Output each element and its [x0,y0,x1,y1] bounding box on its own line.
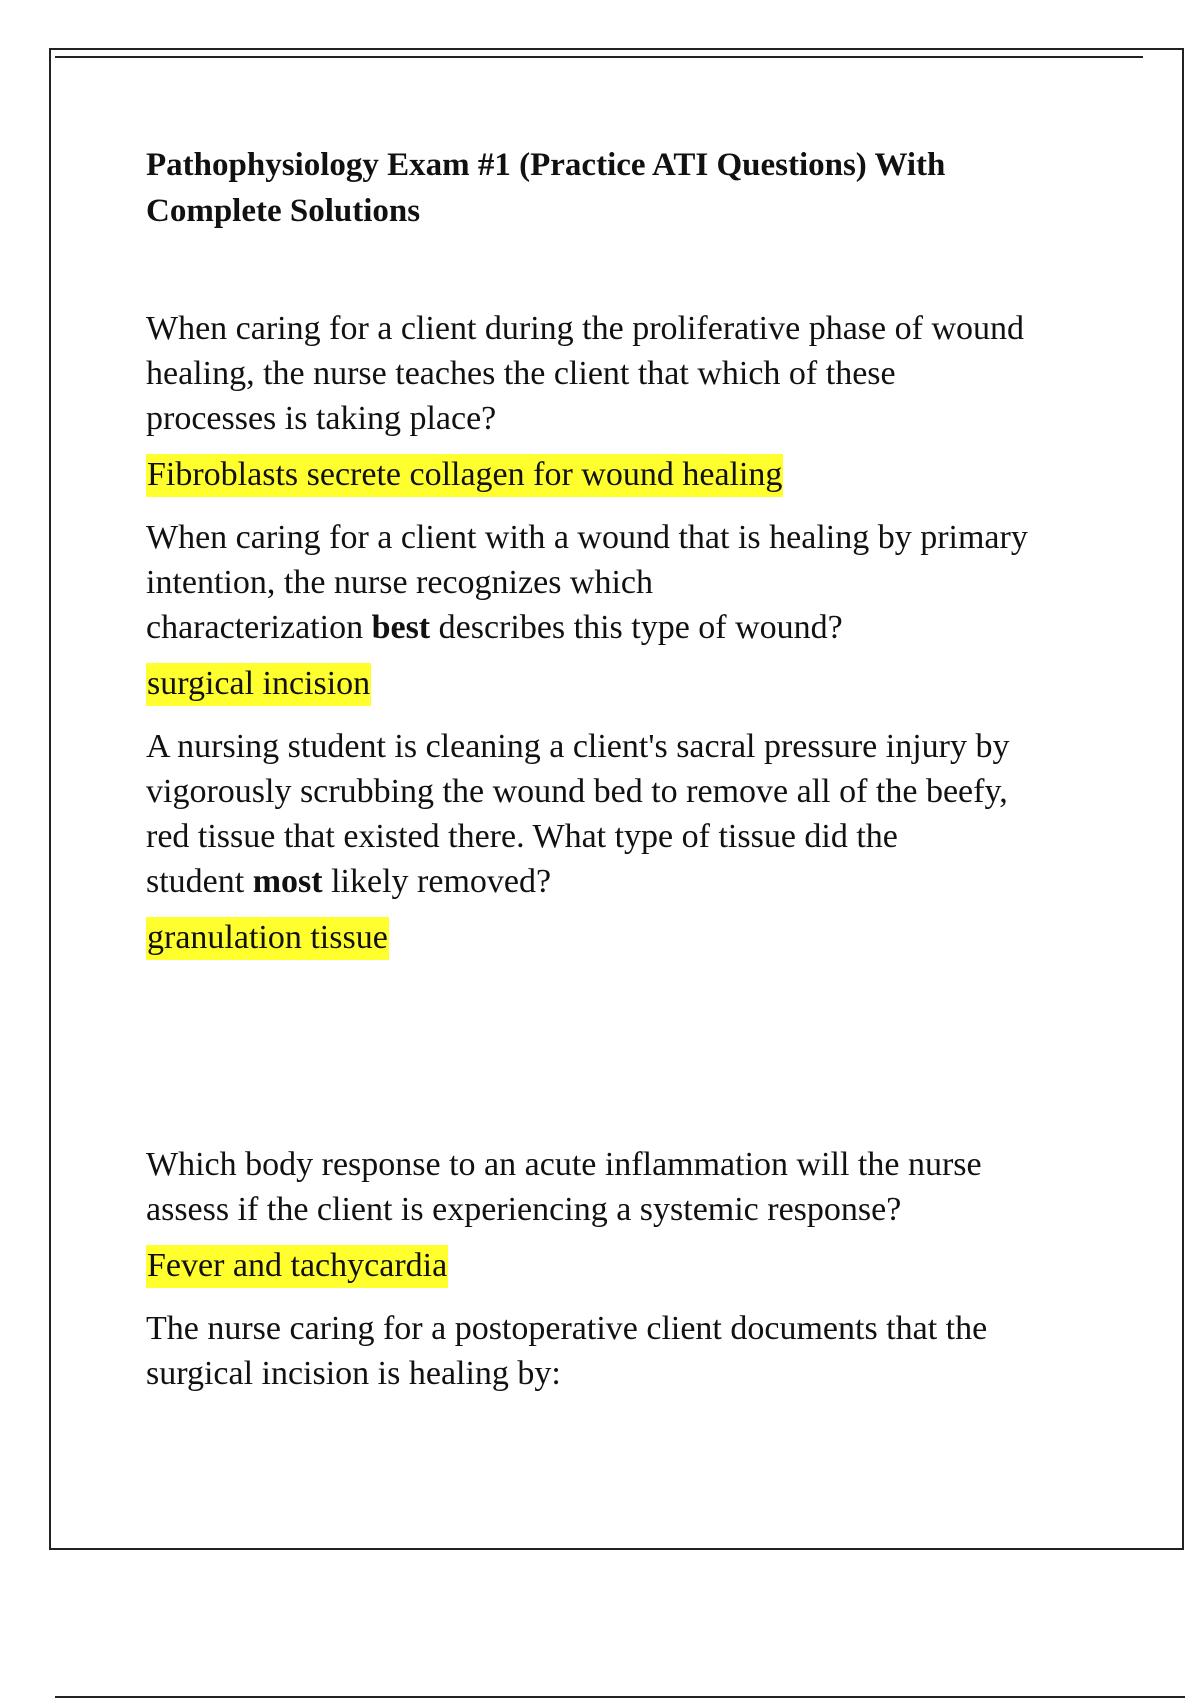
document-content [146,142,1106,1396]
question-3-line-3: red tissue that existed there. What type of tissue did the [146,818,898,855]
question-3 [146,724,1106,904]
question-1 [146,306,1106,441]
question-3-line-1: A nursing student is cleaning a client's sacral pressure injury by [146,728,1010,765]
question-2-line-2: intention, the nurse recognizes which [146,564,654,601]
question-5-line-1: The nurse caring for a postoperative client documents that the [146,1310,988,1347]
question-2-line-1: When caring for a client with a wound that is healing by primary [146,519,1028,556]
answer-1-container [146,453,1106,497]
title-line-1: Pathophysiology Exam #1 (Practice ATI Questions) With [146,147,946,183]
question-2-line-3-pre: characterization [146,609,372,646]
qa-item-2 [146,515,1106,706]
question-3-line-2: vigorously scrubbing the wound bed to remove all of the beefy, [146,773,1008,810]
question-4-line-1: Which body response to an acute inflammation will the nurse [146,1146,982,1183]
title-line-2: Complete Solutions [146,193,421,229]
question-1-line-3: processes is taking place? [146,400,497,437]
top-rule [55,56,1143,58]
question-2-emphasis: best [371,609,431,646]
question-1-line-1: When caring for a client during the proliferative phase of wound [146,310,1025,347]
qa-item-4 [146,1142,1106,1288]
qa-item-3 [146,724,1106,960]
question-5-line-2: surgical incision is healing by: [146,1355,561,1392]
document-title [146,142,1106,234]
qa-list [146,306,1106,1396]
answer-3-highlighted: granulation tissue [146,917,389,960]
qa-item-1 [146,306,1106,497]
question-3-line-4-post: likely removed? [322,863,552,900]
answer-4-container [146,1244,1106,1288]
answer-4-highlighted: Fever and tachycardia [146,1245,448,1288]
question-2 [146,515,1106,650]
question-1-line-2: healing, the nurse teaches the client that which of these [146,355,896,392]
answer-2-container [146,662,1106,706]
answer-3-container [146,916,1106,960]
qa-item-5 [146,1306,1106,1396]
question-3-emphasis: most [252,863,323,900]
question-2-line-3-post: describes this type of wound? [430,609,843,646]
question-5 [146,1306,1106,1396]
question-4 [146,1142,1106,1232]
question-4-line-2: assess if the client is experiencing a systemic response? [146,1191,902,1228]
question-3-line-4-pre: student [146,863,253,900]
bottom-rule [55,1696,1185,1698]
answer-2-highlighted: surgical incision [146,663,371,706]
answer-1-highlighted: Fibroblasts secrete collagen for wound healing [146,454,783,497]
